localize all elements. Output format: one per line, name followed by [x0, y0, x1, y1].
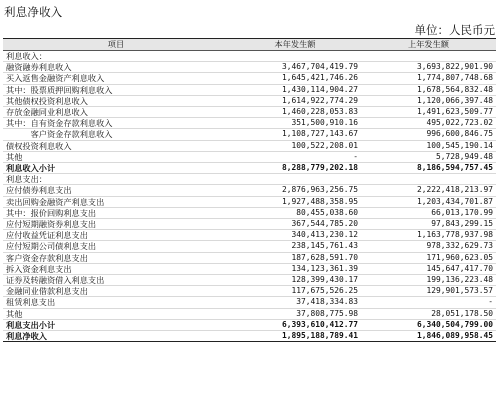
row-label: 其中：股票质押回购利息收入: [3, 84, 229, 95]
row-label: 其他: [3, 151, 229, 162]
table-row: [3, 286, 496, 297]
prior-year-value: -: [361, 297, 496, 308]
table-row: [3, 219, 496, 230]
row-label: 卖出回购金融资产利息支出: [3, 196, 229, 207]
prior-year-value: 28,051,178.50: [361, 308, 496, 319]
current-year-value: 6,393,610,412.77: [229, 319, 361, 330]
current-year-value: 117,675,526.25: [229, 286, 361, 297]
current-year-value: 187,628,591.70: [229, 252, 361, 263]
table-row: [3, 107, 496, 118]
table-row: [3, 196, 496, 207]
current-year-value: 2,876,963,256.75: [229, 185, 361, 196]
current-year-value: 1,460,228,053.83: [229, 107, 361, 118]
prior-year-value: 66,013,170.99: [361, 207, 496, 218]
row-label: 融资融券利息收入: [3, 62, 229, 73]
current-year-value: 100,522,208.01: [229, 140, 361, 151]
prior-year-value: 996,600,846.75: [361, 129, 496, 140]
prior-year-value: 6,340,504,799.00: [361, 319, 496, 330]
row-label: 客户资金存款利息收入: [3, 129, 229, 140]
current-year-value: 8,288,779,202.18: [229, 163, 361, 174]
prior-year-value: 100,545,190.14: [361, 140, 496, 151]
current-year-value: 37,418,334.83: [229, 297, 361, 308]
prior-year-value: 8,186,594,757.45: [361, 163, 496, 174]
prior-year-value: 1,163,778,937.98: [361, 230, 496, 241]
row-label: 买入返售金融资产利息收入: [3, 73, 229, 84]
currency-unit-label: 单位：人民币元: [414, 23, 495, 37]
current-year-value: 134,123,361.39: [229, 263, 361, 274]
current-year-value: 1,108,727,143.67: [229, 129, 361, 140]
table-row: [3, 84, 496, 95]
table-row: [3, 263, 496, 274]
table-row: [3, 331, 496, 342]
row-label: 其中：报价回购利息支出: [3, 207, 229, 218]
current-year-value: 1,430,114,904.27: [229, 84, 361, 95]
prior-year-value: 1,678,564,832.48: [361, 84, 496, 95]
table-row: [3, 308, 496, 319]
table-row: [3, 163, 496, 174]
prior-year-value: 1,203,434,701.87: [361, 196, 496, 207]
prior-year-value: 1,120,066,397.48: [361, 95, 496, 106]
current-year-value: 351,500,910.16: [229, 118, 361, 129]
current-year-value: 238,145,761.43: [229, 241, 361, 252]
current-year-value: 1,895,188,789.41: [229, 331, 361, 342]
table-row: [3, 174, 496, 185]
current-year-value: 1,645,421,746.26: [229, 73, 361, 84]
row-label: 租赁利息支出: [3, 297, 229, 308]
table-row: [3, 62, 496, 73]
row-label: 客户资金存款利息支出: [3, 252, 229, 263]
table-row: [3, 140, 496, 151]
header-current-year: 本年发生额: [229, 39, 361, 51]
table-row: [3, 95, 496, 106]
prior-year-value: 129,901,573.57: [361, 286, 496, 297]
current-year-value: [229, 174, 361, 185]
prior-year-value: 495,022,723.02: [361, 118, 496, 129]
row-label: 金融同业借款利息支出: [3, 286, 229, 297]
row-label: 存放金融同业利息收入: [3, 107, 229, 118]
row-label: 拆入资金利息支出: [3, 263, 229, 274]
interest-income-table: [3, 38, 496, 342]
current-year-value: 128,399,430.17: [229, 275, 361, 286]
current-year-value: 1,927,488,358.95: [229, 196, 361, 207]
row-label: 应付短期公司债利息支出: [3, 241, 229, 252]
prior-year-value: 2,222,418,213.97: [361, 185, 496, 196]
prior-year-value: 1,491,623,509.77: [361, 107, 496, 118]
row-label: 其中：自有资金存款利息收入: [3, 118, 229, 129]
table-header-row: [3, 39, 496, 51]
current-year-value: 80,455,038.60: [229, 207, 361, 218]
table-row: [3, 275, 496, 286]
current-year-value: 1,614,922,774.29: [229, 95, 361, 106]
current-year-value: [229, 51, 361, 62]
row-label: 证券及转融资借入利息支出: [3, 275, 229, 286]
section-title: 利息净收入: [4, 5, 63, 19]
table-row: [3, 230, 496, 241]
prior-year-value: 978,332,629.73: [361, 241, 496, 252]
prior-year-value: [361, 51, 496, 62]
table-row: [3, 73, 496, 84]
header-item: 项目: [3, 39, 229, 51]
prior-year-value: 1,774,807,748.68: [361, 73, 496, 84]
table-body: [3, 51, 496, 342]
prior-year-value: 1,846,089,958.45: [361, 331, 496, 342]
row-label: 其他债权投资利息收入: [3, 95, 229, 106]
table-row: [3, 297, 496, 308]
current-year-value: 340,413,230.12: [229, 230, 361, 241]
row-label: 应付债券利息支出: [3, 185, 229, 196]
row-label: 其他: [3, 308, 229, 319]
current-year-value: -: [229, 151, 361, 162]
table-row: [3, 319, 496, 330]
row-label: 利息收入小计: [3, 163, 229, 174]
table-row: [3, 118, 496, 129]
current-year-value: 367,544,785.20: [229, 219, 361, 230]
prior-year-value: 171,960,623.05: [361, 252, 496, 263]
prior-year-value: 5,728,949.48: [361, 151, 496, 162]
prior-year-value: 145,647,417.70: [361, 263, 496, 274]
prior-year-value: [361, 174, 496, 185]
prior-year-value: 199,136,223.48: [361, 275, 496, 286]
current-year-value: 3,467,704,419.79: [229, 62, 361, 73]
table-row: [3, 207, 496, 218]
table-row: [3, 185, 496, 196]
current-year-value: 37,808,775.98: [229, 308, 361, 319]
row-label: 利息净收入: [3, 331, 229, 342]
row-label: 债权投资利息收入: [3, 140, 229, 151]
table-row: [3, 129, 496, 140]
table-row: [3, 151, 496, 162]
row-label: 利息支出：: [3, 174, 229, 185]
table-row: [3, 241, 496, 252]
row-label: 利息收入：: [3, 51, 229, 62]
table-row: [3, 51, 496, 62]
row-label: 利息支出小计: [3, 319, 229, 330]
prior-year-value: 3,693,822,901.90: [361, 62, 496, 73]
table-row: [3, 252, 496, 263]
prior-year-value: 97,843,299.15: [361, 219, 496, 230]
row-label: 应付短期融资券利息支出: [3, 219, 229, 230]
header-prior-year: 上年发生额: [361, 39, 496, 51]
row-label: 应付收益凭证利息支出: [3, 230, 229, 241]
